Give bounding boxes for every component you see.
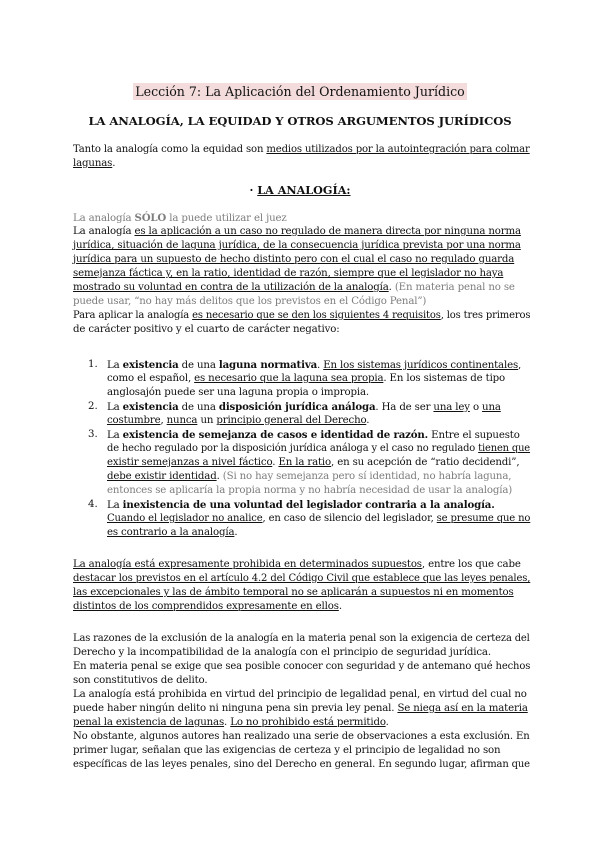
item1-line-2: como el español, es necesario que la laguna sea propia. En los sistemas de tipo bbox=[107, 373, 506, 384]
section-heading-analogia: · LA ANALOGÍA: bbox=[249, 183, 351, 197]
item2-line-2: costumbre, nunca un principio general del Derecho. bbox=[107, 415, 370, 426]
reasons-line-6: puede haber ningún delito ni ninguna pena sin previa ley penal. Se niega así en la materia bbox=[73, 703, 528, 714]
prohibition-line-3: las excepcionales y las de ámbito temporal no se aplicarán a supuestos ni en momentos bbox=[73, 587, 514, 598]
definition-line-3: jurídica para un supuesto de hecho distinto pero con el cual el caso no regulado guarda bbox=[73, 254, 515, 265]
item2-line-1: La existencia de una disposición jurídica análoga. Ha de ser una ley o una bbox=[107, 401, 501, 413]
note-line: La analogía SÓLO la puede utilizar el juez bbox=[73, 212, 287, 224]
item3-line-4: debe existir identidad. (Si no hay semejanza pero sí identidad, no habría laguna, bbox=[107, 471, 512, 482]
list-number: 1. bbox=[88, 359, 98, 370]
prohibition-line-2: destacar los previstos en el artículo 4.2 del Código Civil que establece que las leyes penales, bbox=[73, 573, 531, 584]
reasons-line-1: Las razones de la exclusión de la analogía en la materia penal son la exigencia de certeza del bbox=[73, 633, 530, 644]
main-heading: LA ANALOGÍA, LA EQUIDAD Y OTROS ARGUMENTOS JURÍDICOS bbox=[88, 114, 512, 128]
prohibition-line-4: distintos de los comprendidos expresamente en ellos. bbox=[73, 601, 342, 612]
item3-line-1: La existencia de semejanza de casos e identidad de razón. Entre el supuesto bbox=[107, 429, 520, 441]
list-number: 3. bbox=[88, 429, 98, 440]
definition-line-2: jurídica, situación de laguna jurídica, de la consecuencia jurídica prevista por una norma bbox=[73, 240, 521, 251]
requirements-line-1: Para aplicar la analogía es necesario que se den los siguientes 4 requisitos, los tres primeros bbox=[73, 310, 531, 321]
reasons-line-9: primer lugar, señalan que las exigencias de certeza y el principio de legalidad no son bbox=[73, 745, 501, 756]
item3-line-3: existir semejanzas a nivel fáctico. En la ratio, en su acepción de “ratio decidendi”, bbox=[107, 457, 520, 468]
intro-line-1: Tanto la analogía como la equidad son medios utilizados por la autointegración para colmar bbox=[73, 144, 530, 155]
definition-line-5: mostrado su voluntad en contra de la utilización de la analogía. (En materia penal no se bbox=[73, 282, 515, 293]
definition-line-1: La analogía es la aplicación a un caso no regulado de manera directa por ninguna norma bbox=[73, 226, 521, 237]
reasons-line-8: No obstante, algunos autores han realizado una serie de observaciones a esta exclusión. En bbox=[73, 731, 530, 742]
reasons-line-2: Derecho y la incompatibilidad de la analogía con el principio de seguridad jurídica. bbox=[73, 647, 491, 658]
item4-line-3: es contrario a la analogía. bbox=[107, 527, 238, 538]
intro-line-2: lagunas. bbox=[73, 158, 116, 169]
item1-line-3: anglosajón puede ser una laguna propia o impropia. bbox=[107, 387, 369, 398]
item4-line-2: Cuando el legislador no analice, en caso de silencio del legislador, se presume que no bbox=[107, 513, 531, 524]
reasons-line-4: son constitutivos de delito. bbox=[73, 675, 208, 686]
item1-line-1: La existencia de una laguna normativa. En los sistemas jurídicos continentales, bbox=[107, 359, 522, 371]
lesson-title: Lección 7: La Aplicación del Ordenamiento Jurídico bbox=[135, 84, 465, 99]
reasons-line-3: En materia penal se exige que sea posible conocer con seguridad y de antemano qué hechos bbox=[73, 661, 531, 672]
prohibition-line-1: La analogía está expresamente prohibida en determinados supuestos, entre los que cabe bbox=[73, 559, 521, 570]
list-number: 4. bbox=[88, 499, 98, 510]
item3-line-2: de hecho regulado por la disposición jurídica análoga y el caso no regulado tienen que bbox=[107, 443, 531, 454]
item4-line-1: La inexistencia de una voluntad del legislador contraria a la analogía. bbox=[107, 499, 495, 511]
reasons-line-7: penal la existencia de lagunas. Lo no prohibido está permitido. bbox=[73, 717, 389, 728]
reasons-line-10: específicas de las leyes penales, sino del Derecho en general. En segundo lugar, afirman que bbox=[73, 759, 530, 770]
reasons-line-5: La analogía está prohibida en virtud del principio de legalidad penal, en virtud del cual no bbox=[73, 689, 527, 700]
requirements-line-2: de carácter positivo y el cuarto de carácter negativo: bbox=[73, 324, 340, 335]
definition-line-6: puede usar, “no hay más delitos que los previstos en el Código Penal”) bbox=[73, 296, 427, 307]
list-number: 2. bbox=[88, 401, 98, 412]
item3-line-5: entonces se aplicaría la propia norma y no habría necesidad de usar la analogía) bbox=[107, 485, 513, 496]
definition-line-4: semejanza fáctica y, en la ratio, identidad de razón, siempre que el legislador no haya bbox=[73, 268, 504, 279]
